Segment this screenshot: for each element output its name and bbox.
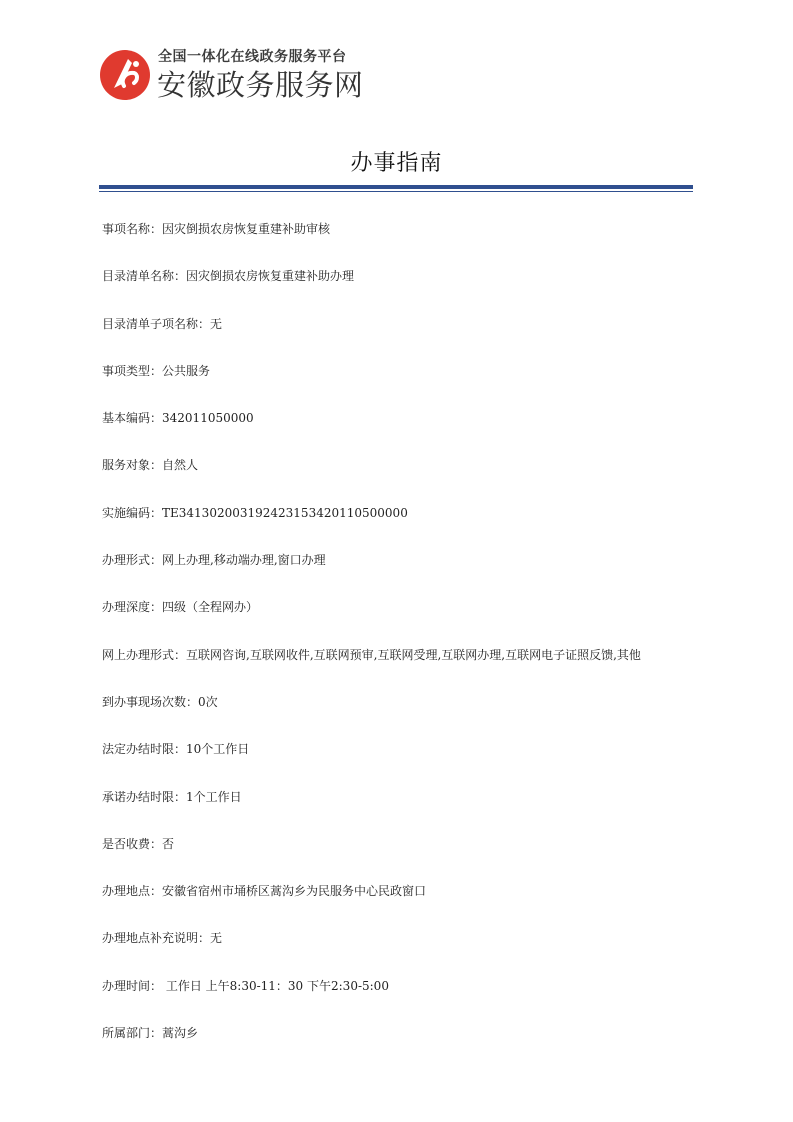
field-label: 事项类型：	[102, 363, 163, 378]
field-value: 342011050000	[162, 411, 254, 426]
field-value: 无	[210, 931, 223, 946]
guide-field	[102, 973, 722, 1020]
field-label: 办理深度：	[102, 600, 163, 615]
field-label: 网上办理形式：	[102, 647, 187, 662]
guide-field	[102, 784, 722, 831]
field-label: 办理地点：	[102, 884, 163, 899]
field-label: 法定办结时限：	[102, 742, 187, 757]
field-label: 办理形式：	[102, 553, 163, 568]
field-label: 服务对象：	[102, 458, 163, 473]
guide-field	[102, 216, 722, 263]
field-value: 因灾倒损农房恢复重建补助办理	[186, 269, 355, 284]
field-value: 蒿沟乡	[162, 1026, 199, 1041]
title-divider-thick	[99, 185, 693, 189]
field-label: 到办事现场次数：	[102, 694, 199, 709]
field-value: 1个工作日	[186, 789, 242, 804]
guide-field	[102, 358, 722, 405]
field-value: 四级（全程网办）	[162, 600, 259, 615]
guide-field	[102, 831, 722, 878]
field-value: 无	[210, 316, 223, 331]
field-value: 公共服务	[162, 363, 211, 378]
field-label: 办理地点补充说明：	[102, 931, 211, 946]
field-label: 基本编码：	[102, 411, 163, 426]
guide-field	[102, 642, 722, 689]
field-value: 否	[162, 836, 175, 851]
field-value: 网上办理,移动端办理,窗口办理	[162, 553, 326, 568]
guide-field	[102, 925, 722, 972]
field-label: 目录清单名称：	[102, 269, 187, 284]
site-header	[98, 44, 418, 106]
field-label: 承诺办结时限：	[102, 789, 187, 804]
guide-field	[102, 689, 722, 736]
guide-field	[102, 547, 722, 594]
field-value: TE341302003192423153420110500000	[162, 505, 408, 520]
field-value: 10个工作日	[186, 742, 250, 757]
guide-field	[102, 500, 722, 547]
guide-field	[102, 1020, 722, 1067]
guide-field-list	[102, 216, 722, 1067]
anhui-gov-service-logo-icon	[98, 48, 152, 102]
guide-field	[102, 736, 722, 783]
guide-field	[102, 311, 722, 358]
guide-field	[102, 878, 722, 925]
field-value: 0次	[198, 694, 218, 709]
field-label: 目录清单子项名称：	[102, 316, 211, 331]
guide-field	[102, 452, 722, 499]
field-value: 因灾倒损农房恢复重建补助审核	[162, 222, 331, 236]
guide-field	[102, 405, 722, 452]
field-label: 事项名称：	[102, 222, 163, 236]
field-value: 自然人	[162, 458, 199, 473]
field-label: 实施编码：	[102, 505, 163, 520]
field-value: 安徽省宿州市埇桥区蒿沟乡为民服务中心民政窗口	[162, 884, 427, 899]
platform-subtitle: 全国一体化在线政务服务平台	[158, 49, 347, 65]
guide-field	[102, 594, 722, 641]
field-value: 工作日 上午8:30-11：30 下午2:30-5:00	[162, 978, 389, 993]
field-value: 互联网咨询,互联网收件,互联网预审,互联网受理,互联网办理,互联网电子证照反馈,其他	[186, 647, 641, 662]
field-label: 办理时间：	[102, 978, 163, 993]
guide-field	[102, 263, 722, 310]
title-divider-thin	[99, 191, 693, 192]
field-label: 所属部门：	[102, 1026, 163, 1041]
page-title: 办事指南	[350, 151, 443, 176]
field-label: 是否收费：	[102, 836, 163, 851]
site-brand-name: 安徽政务服务网	[157, 68, 364, 102]
